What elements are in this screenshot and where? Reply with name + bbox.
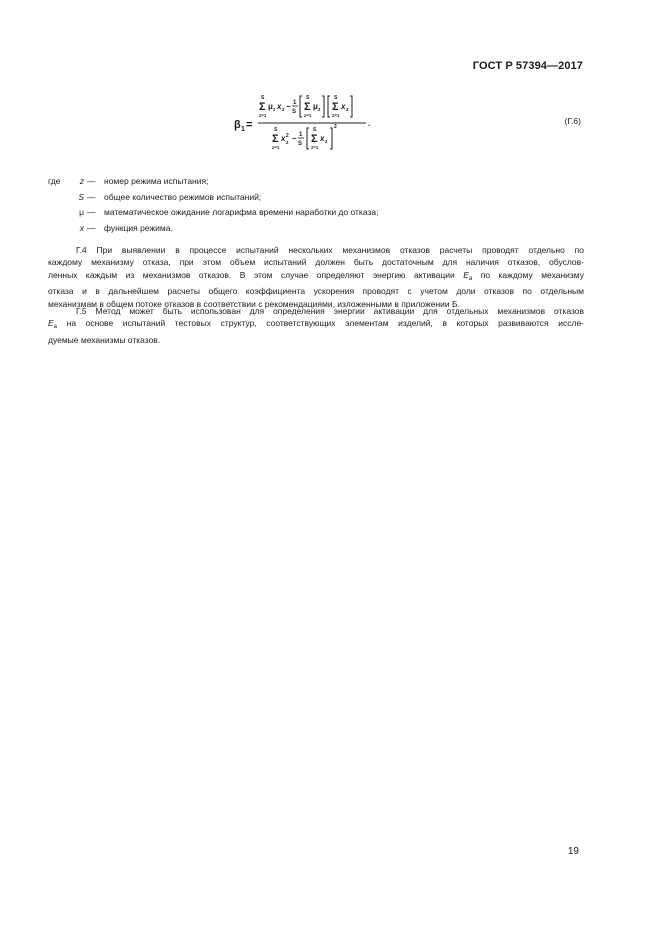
line-text: по каждому механизму <box>480 269 584 280</box>
svg-text:S: S <box>298 141 303 147</box>
definition-text: математическое ожидание логарифма времени наработки до отказа; <box>104 207 379 217</box>
num-mu-sub: z <box>273 107 276 113</box>
activation-energy-sub: a <box>53 324 58 331</box>
svg-text:z: z <box>325 139 328 145</box>
svg-text:z=1: z=1 <box>332 113 340 118</box>
svg-text:μ: μ <box>313 102 318 111</box>
paragraph-line: Г.5 Метод может быть использован для определения энергии активации для отдельных механизмов отказов <box>76 306 584 316</box>
definition-dash: — <box>87 191 96 202</box>
paragraph-g4 <box>48 244 584 310</box>
definition-symbol: μ <box>79 207 84 217</box>
formula-number: (Г.6) <box>564 116 581 126</box>
svg-text:S: S <box>274 127 278 133</box>
line-text: ленных каждым из механизмов отказов. В этом случае определяют энергию активации <box>48 269 455 280</box>
num-sigma-1-bottom: z=1 <box>259 113 267 118</box>
svg-text:z: z <box>346 107 349 113</box>
activation-energy-sub: a <box>468 275 473 282</box>
svg-text:z: z <box>318 107 321 113</box>
den-x-sub: z <box>286 140 289 146</box>
svg-text:S: S <box>313 127 317 133</box>
paragraph-g5 <box>48 305 584 346</box>
num-frac-num: 1 <box>293 100 297 106</box>
document-id-header: ГОСТ Р 57394—2017 <box>472 60 583 72</box>
line-text: на основе испытаний тестовых структур, соответствующих элементам изделий, в которых развиваются иссле- <box>66 318 584 329</box>
paragraph-line: каждому механизму отказа, при этом объем испытаний должен быть достаточным для наличия отказов, обуслов- <box>48 257 584 268</box>
num-x-sub: z <box>282 107 285 113</box>
num-sigma-1: Σ <box>259 101 266 113</box>
definition-symbol: x <box>79 222 84 233</box>
svg-text:z=1: z=1 <box>311 145 319 150</box>
svg-text:x: x <box>341 102 346 111</box>
formula-g6 <box>232 93 382 155</box>
den-x-power: 2 <box>286 133 289 139</box>
num-sigma-3: Σ <box>332 101 339 113</box>
paragraph-line <box>48 269 584 285</box>
definition-text: номер режима испытания; <box>104 176 209 186</box>
definitions-lead: где <box>48 176 61 186</box>
definition-dash: — <box>87 222 96 233</box>
num-frac-den: S <box>292 109 297 115</box>
num-mu: μ <box>268 102 273 111</box>
activation-energy-symbol: E <box>48 318 54 329</box>
formula-equals: = <box>246 119 253 131</box>
den-sigma-2: Σ <box>311 133 318 145</box>
formula-graphic <box>232 93 382 155</box>
paragraph-line: Г.4 При выявлении в процессе испытаний нескольких механизмов отказов расчеты проводят отдельно по <box>76 245 584 255</box>
definition-text: общее количество режимов испытаний; <box>104 191 262 202</box>
activation-energy-symbol: E <box>463 269 469 280</box>
svg-text:S: S <box>306 95 310 101</box>
svg-text:z=1: z=1 <box>304 113 312 118</box>
page-number: 19 <box>567 846 579 857</box>
den-x: x <box>281 134 286 143</box>
paragraph-line: механизмам в общем потоке отказов в соответствии с рекомендациями, изложенными в приложении Б. <box>48 298 460 309</box>
num-sigma-1-top: S <box>261 95 265 101</box>
definition-symbol: S <box>78 191 84 202</box>
definition-dash: — <box>87 207 96 217</box>
den-sigma-1: Σ <box>272 133 279 145</box>
definition-text: функция режима. <box>104 222 173 233</box>
paragraph-line: дуемые механизмы отказов. <box>48 334 161 345</box>
svg-text:z=1: z=1 <box>272 145 280 150</box>
svg-text:−: − <box>292 134 297 143</box>
definition-dash: — <box>87 176 96 186</box>
num-minus: − <box>286 102 291 111</box>
paragraph-line <box>48 317 584 333</box>
paragraph-line: отказа и в дальнейшем расчеты общего коэффициента ускорения проводят с учетом доли отказов по отдельным <box>48 286 584 297</box>
svg-text:1: 1 <box>299 132 303 138</box>
svg-text:S: S <box>334 95 338 101</box>
den-bracket-power: 2 <box>334 124 337 130</box>
formula-lhs-sub: 1 <box>241 126 245 133</box>
svg-text:.: . <box>368 119 371 128</box>
formula-lhs: β <box>234 119 241 131</box>
definition-symbol: z <box>79 176 84 186</box>
svg-text:x: x <box>320 134 325 143</box>
num-x: x <box>277 102 282 111</box>
num-sigma-2: Σ <box>304 101 311 113</box>
